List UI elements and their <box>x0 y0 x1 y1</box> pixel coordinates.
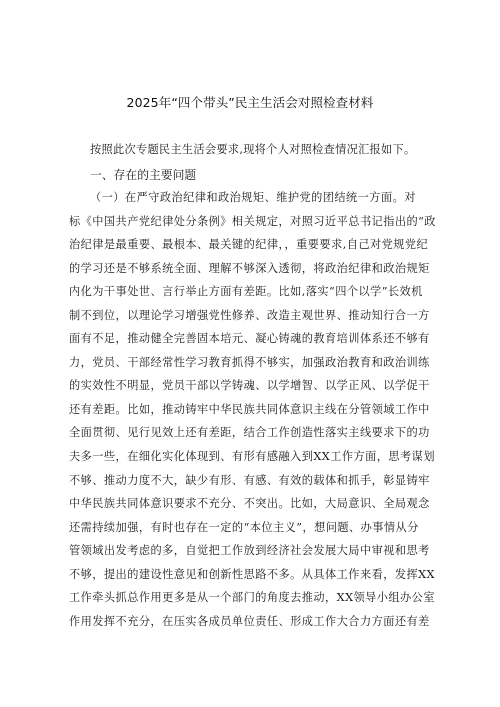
body-line: 的实效性不明显，党员干部以学铸魂、以学增智、以学正风、以学促干 <box>69 379 430 393</box>
body-line: 还有差距。比如，推动铸牢中华民族共同体意识主线在分管领域工作中 <box>69 402 430 416</box>
body-text <box>69 186 452 633</box>
body-line: 面有不足，推动健全完善固本培元、凝心铸魂的教育培训体系还不够有 <box>69 332 430 346</box>
body-line: 夫多一些，在细化实化体现到、有形有感融入到XX工作方面，思考谋划 <box>69 450 435 464</box>
body-line: 不够、推动力度不大，缺少有形、有感、有效的载体和抓手，彰显铸牢 <box>69 473 430 487</box>
body-line: 还需持续加强，有时也存在一定的“本位主义”，想问题、办事情从分 <box>69 520 419 534</box>
body-line: （一）在严守政治纪律和政治规矩、维护党的团结统一方面。对 <box>90 191 416 204</box>
body-line: 工作牵头抓总作用更多是从一个部门的角度去推动，XX领导小组办公室 <box>69 591 435 605</box>
body-line: 制不到位，以理论学习增强党性修养、改造主观世界、推动知行合一方 <box>69 308 430 322</box>
body-line: 不够，提出的建设性意见和创新性思路不多。从具体工作来看，发挥XX <box>69 567 435 581</box>
body-line: 作用发挥不充分，在压实各成员单位责任、形成工作大合力方面还有差 <box>69 614 430 628</box>
body-line: 中华民族共同体意识要求不充分、不突出。比如，大局意识、全局观念 <box>69 497 430 511</box>
section-heading: 一、存在的主要问题 <box>90 168 197 182</box>
body-line: 的学习还是不够系统全面、理解不够深入透彻，将政治纪律和政治规矩 <box>69 261 430 275</box>
body-line: 治纪律是最重要、最根本、最关键的纪律，，重要要求,自己对党规党纪 <box>69 238 429 252</box>
body-line: 全面贯彻、见行见效上还有差距，结合工作创造性落实主线要求下的功 <box>69 426 430 440</box>
intro-paragraph: 按照此次专题民主生活会要求,现将个人对照检查情况汇报如下。 <box>90 143 416 156</box>
body-line: 标《中国共产党纪律处分条例》相关规定，对照习近平总书记指出的“政 <box>69 214 436 228</box>
document-title: 2025年“四个带头”民主生活会对照检查材料 <box>126 95 374 110</box>
body-line: 管领域出发考虑的多，自觉把工作放到经济社会发展大局中审视和思考 <box>69 544 430 558</box>
body-line: 力，党员、干部经常性学习教育抓得不够实，加强政治教育和政治训练 <box>69 355 430 369</box>
body-line: 内化为干事处世、言行举止方面有差距。比如,落实“四个以学”长效机 <box>69 285 423 299</box>
